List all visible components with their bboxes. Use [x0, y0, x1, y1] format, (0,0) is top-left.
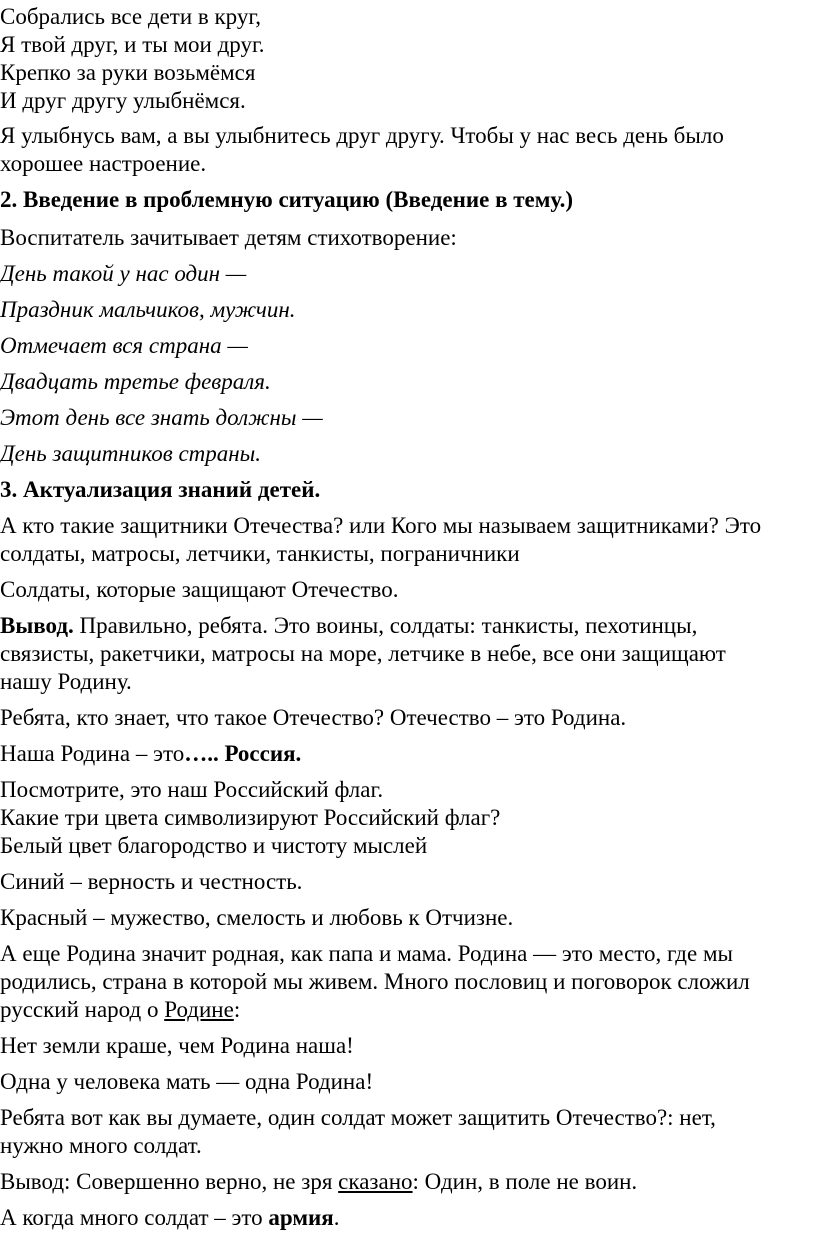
section-heading-2: 2. Введение в проблемную ситуацию (Введение в тему.) [0, 187, 574, 212]
conclusion1-label: Вывод. [0, 613, 74, 638]
smile-line-1: Я улыбнусь вам, а вы улыбнитесь друг другу. Чтобы у нас весь день было [0, 123, 724, 148]
conclusion2-suffix: : Один, в поле не воин. [412, 1169, 638, 1194]
poem2-line-4: Двадцать третье февраля. [0, 369, 271, 394]
poem2-line-5: Этот день все знать должны — [0, 405, 323, 430]
conclusion1-line-2: связисты, ракетчики, матросы на море, летчике в небе, все они защищают [0, 641, 726, 666]
blue-text: Синий – верность и честность. [0, 869, 303, 894]
poem1-line-1: Собрались все дети в круг, [0, 4, 261, 29]
poem1-line-4: И друг другу улыбнёмся. [0, 88, 246, 113]
rodina-line-3-prefix: русский народ о [0, 997, 165, 1022]
smile-line-2: хорошее настроение. [0, 151, 207, 176]
army-line [0, 1204, 339, 1232]
homeland-prefix: Наша Родина – это [0, 741, 185, 766]
army-suffix: . [333, 1205, 340, 1230]
poem1-line-3: Крепко за руки возьмёмся [0, 60, 256, 85]
one-soldier-line-2: нужно много солдат. [0, 1133, 202, 1158]
question-line-2: солдаты, матросы, летчики, танкисты, пограничники [0, 541, 520, 566]
poem2-line-6: День защитников страны. [0, 441, 261, 466]
teacher-reads-text: Воспитатель зачитывает детям стихотворение: [0, 225, 457, 250]
poem2-line-1: День такой у нас один — [0, 261, 247, 286]
rodina-link[interactable]: Родине [164, 997, 234, 1022]
conclusion1-line-1 [0, 612, 697, 640]
conclusion1-text: Правильно, ребята. Это воины, солдаты: танкисты, пехотинцы, [73, 613, 698, 638]
flag-line-1: Посмотрите, это наш Российский флаг. [0, 777, 384, 802]
conclusion2-prefix: Вывод: Совершенно верно, не зря [0, 1169, 339, 1194]
homeland-line [0, 740, 301, 768]
proverb-1: Нет земли краше, чем Родина наша! [0, 1033, 354, 1058]
rodina-line-3-suffix: : [233, 997, 241, 1022]
red-text: Красный – мужество, смелость и любовь к Отчизне. [0, 905, 514, 930]
conclusion2-line [0, 1168, 637, 1196]
rodina-line-1: А еще Родина значит родная, как папа и мама. Родина — это место, где мы [0, 941, 733, 966]
poem2-line-3: Отмечает вся страна — [0, 333, 248, 358]
flag-line-2: Какие три цвета символизируют Российский флаг? [0, 805, 501, 830]
homeland-russia: ….. Россия. [184, 741, 302, 766]
question-line-1: А кто такие защитники Отечества? или Кого мы называем защитниками? Это [0, 513, 762, 538]
rodina-line-2: родились, страна в которой мы живем. Много пословиц и поговорок сложил [0, 969, 750, 994]
soldiers-text: Солдаты, которые защищают Отечество. [0, 577, 399, 602]
rodina-line-3 [0, 996, 240, 1024]
army-word: армия [268, 1205, 334, 1230]
one-soldier-line-1: Ребята вот как вы думаете, один солдат может защитить Отечество?: нет, [0, 1105, 716, 1130]
poem2-line-2: Праздник мальчиков, мужчин. [0, 297, 296, 322]
said-link[interactable]: сказано [338, 1169, 413, 1194]
section-heading-3: 3. Актуализация знаний детей. [0, 477, 321, 502]
flag-line-3: Белый цвет благородство и чистоту мыслей [0, 833, 428, 858]
fatherland-text: Ребята, кто знает, что такое Отечество? Отечество – это Родина. [0, 705, 627, 730]
army-prefix: А когда много солдат – это [0, 1205, 269, 1230]
conclusion1-line-3: нашу Родину. [0, 669, 132, 694]
poem1-line-2: Я твой друг, и ты мои друг. [0, 32, 265, 57]
proverb-2: Одна у человека мать — одна Родина! [0, 1069, 374, 1094]
